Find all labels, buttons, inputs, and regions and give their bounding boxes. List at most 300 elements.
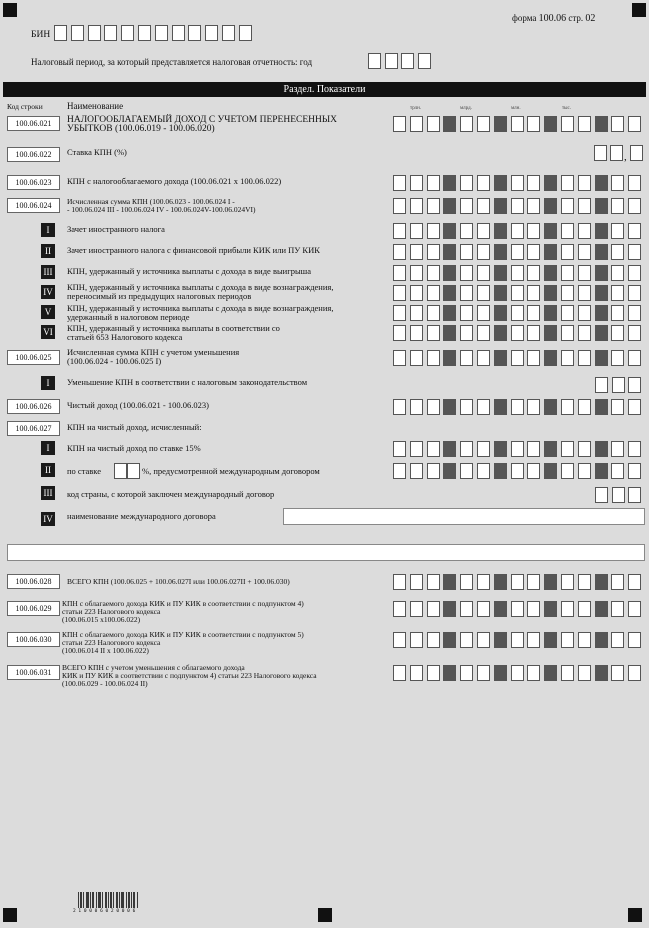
amount-digit-cell[interactable]: [561, 116, 574, 132]
amount-digit-cell[interactable]: [393, 305, 406, 321]
amount-digit-cell[interactable]: [611, 198, 624, 214]
amount-digit-cell[interactable]: [611, 244, 624, 260]
amount-digit-cell[interactable]: [427, 223, 440, 239]
bin-digit-cell[interactable]: [239, 25, 252, 41]
page-label: стр.: [568, 13, 584, 23]
amount-digit-cell[interactable]: [393, 265, 406, 281]
decimal-comma: ,: [624, 151, 627, 163]
code-digit-cell[interactable]: [628, 487, 641, 503]
amount-digit-cell[interactable]: [477, 632, 490, 648]
amount-digit-cell[interactable]: [427, 265, 440, 281]
amount-digit-cell[interactable]: [427, 244, 440, 260]
amount-digit-cell[interactable]: [527, 198, 540, 214]
bin-digit-cell[interactable]: [188, 25, 201, 41]
code-digit-cell[interactable]: [628, 377, 641, 393]
amount-digit-cell[interactable]: [561, 223, 574, 239]
amount-digit-cell[interactable]: [561, 350, 574, 366]
amount-digit-cell[interactable]: [460, 244, 473, 260]
amount-digit-cell[interactable]: [578, 305, 591, 321]
amount-digit-cell[interactable]: [410, 441, 423, 457]
amount-digit-cell[interactable]: [393, 441, 406, 457]
amount-digit-cell[interactable]: [561, 441, 574, 457]
amount-digit-cell[interactable]: [578, 285, 591, 301]
amount-digit-cell[interactable]: [544, 265, 557, 281]
amount-digit-cell[interactable]: [544, 325, 557, 341]
rate-digit-cell[interactable]: [610, 145, 623, 161]
amount-digit-cell[interactable]: [595, 223, 608, 239]
amount-digit-cell[interactable]: [410, 632, 423, 648]
amount-digit-cell[interactable]: [595, 325, 608, 341]
amount-digit-cell[interactable]: [427, 285, 440, 301]
bin-digit-cell[interactable]: [205, 25, 218, 41]
amount-digit-cell[interactable]: [427, 665, 440, 681]
amount-digit-cell[interactable]: [628, 463, 641, 479]
bin-digit-cell[interactable]: [104, 25, 117, 41]
amount-digit-cell[interactable]: [460, 632, 473, 648]
amount-digit-cell[interactable]: [544, 116, 557, 132]
amount-digit-cell[interactable]: [393, 285, 406, 301]
amount-digit-cell[interactable]: [443, 601, 456, 617]
amount-digit-cell[interactable]: [611, 175, 624, 191]
treaty-rate-digit-cell[interactable]: [114, 463, 127, 479]
amount-digit-cell[interactable]: [611, 285, 624, 301]
amount-digit-cell[interactable]: [494, 198, 507, 214]
amount-digit-cell[interactable]: [527, 350, 540, 366]
amount-digit-cell[interactable]: [410, 463, 423, 479]
amount-digit-cell[interactable]: [460, 265, 473, 281]
amount-digit-cell[interactable]: [511, 198, 524, 214]
amount-digit-cell[interactable]: [460, 116, 473, 132]
bin-digit-cell[interactable]: [88, 25, 101, 41]
amount-digit-cell[interactable]: [460, 463, 473, 479]
amount-digit-cell[interactable]: [460, 175, 473, 191]
amount-digit-cell[interactable]: [410, 116, 423, 132]
treaty-name-field[interactable]: [283, 508, 645, 525]
year-digit-cell[interactable]: [368, 53, 381, 69]
amount-digit-cell[interactable]: [511, 632, 524, 648]
amount-digit-cell[interactable]: [544, 601, 557, 617]
amount-digit-cell[interactable]: [427, 399, 440, 415]
amount-digit-cell[interactable]: [611, 265, 624, 281]
amount-digit-cell[interactable]: [443, 223, 456, 239]
amount-digit-cell[interactable]: [494, 399, 507, 415]
amount-digit-cell[interactable]: [443, 305, 456, 321]
amount-digit-cell[interactable]: [511, 325, 524, 341]
amount-digit-cell[interactable]: [628, 632, 641, 648]
roman-numeral-badge: I: [41, 376, 55, 390]
amount-digit-cell[interactable]: [494, 601, 507, 617]
amount-digit-cell[interactable]: [477, 223, 490, 239]
amount-digit-cell[interactable]: [527, 574, 540, 590]
amount-digit-cell[interactable]: [511, 175, 524, 191]
amount-digit-cell[interactable]: [477, 601, 490, 617]
amount-digit-cell[interactable]: [511, 350, 524, 366]
amount-digit-cell[interactable]: [410, 175, 423, 191]
amount-digit-cell[interactable]: [595, 175, 608, 191]
unit-billion: млрд.: [460, 106, 472, 111]
year-digit-cell[interactable]: [401, 53, 414, 69]
bin-digit-cell[interactable]: [222, 25, 235, 41]
amount-digit-cell[interactable]: [561, 265, 574, 281]
amount-digit-cell[interactable]: [611, 305, 624, 321]
amount-digit-cell[interactable]: [443, 325, 456, 341]
code-digit-cell[interactable]: [595, 487, 608, 503]
roman-numeral-badge: IV: [41, 285, 55, 299]
row-label: наименование международного договора: [67, 511, 216, 521]
amount-digit-cell[interactable]: [477, 265, 490, 281]
amount-digit-cell[interactable]: [477, 305, 490, 321]
amount-digit-cell[interactable]: [443, 463, 456, 479]
amount-digit-cell[interactable]: [477, 285, 490, 301]
amount-digit-cell[interactable]: [578, 601, 591, 617]
amount-digit-cell[interactable]: [443, 574, 456, 590]
code-digit-cell[interactable]: [595, 377, 608, 393]
amount-digit-cell[interactable]: [443, 116, 456, 132]
amount-digit-cell[interactable]: [595, 399, 608, 415]
amount-digit-cell[interactable]: [561, 463, 574, 479]
amount-digit-cell[interactable]: [477, 325, 490, 341]
row-label: КПН, удержанный у источника выплаты с дохода в виде вознаграждения, переносимый из предыдущих налоговых периодов: [67, 282, 334, 301]
amount-digit-cell[interactable]: [393, 350, 406, 366]
amount-digit-cell[interactable]: [628, 116, 641, 132]
amount-digit-cell[interactable]: [494, 244, 507, 260]
amount-digit-cell[interactable]: [393, 244, 406, 260]
amount-digit-cell[interactable]: [460, 198, 473, 214]
amount-digit-cell[interactable]: [477, 116, 490, 132]
amount-digit-cell[interactable]: [527, 244, 540, 260]
code-digit-cell[interactable]: [612, 487, 625, 503]
rate-digit-cell[interactable]: [630, 145, 643, 161]
amount-digit-cell[interactable]: [628, 175, 641, 191]
amount-digit-cell[interactable]: [410, 285, 423, 301]
bin-digit-cell[interactable]: [172, 25, 185, 41]
amount-digit-cell[interactable]: [511, 665, 524, 681]
amount-digit-cell[interactable]: [511, 244, 524, 260]
amount-digit-cell[interactable]: [443, 399, 456, 415]
amount-digit-cell[interactable]: [511, 223, 524, 239]
amount-digit-cell[interactable]: [527, 175, 540, 191]
amount-digit-cell[interactable]: [611, 441, 624, 457]
amount-digit-cell[interactable]: [611, 350, 624, 366]
amount-digit-cell[interactable]: [611, 601, 624, 617]
amount-digit-cell[interactable]: [544, 244, 557, 260]
amount-digit-cell[interactable]: [527, 463, 540, 479]
code-column-header: Код строки: [7, 102, 43, 111]
amount-digit-cell[interactable]: [595, 285, 608, 301]
amount-digit-cell[interactable]: [544, 632, 557, 648]
amount-digit-cell[interactable]: [595, 305, 608, 321]
amount-digit-cell[interactable]: [595, 198, 608, 214]
amount-digit-cell[interactable]: [460, 665, 473, 681]
amount-digit-cell[interactable]: [527, 441, 540, 457]
amount-digit-cell[interactable]: [578, 198, 591, 214]
amount-digit-cell[interactable]: [511, 305, 524, 321]
amount-digit-cell[interactable]: [544, 285, 557, 301]
amount-digit-cell[interactable]: [511, 441, 524, 457]
amount-digit-cell[interactable]: [477, 175, 490, 191]
amount-digit-cell[interactable]: [477, 441, 490, 457]
amount-digit-cell[interactable]: [477, 574, 490, 590]
amount-digit-cell[interactable]: [494, 463, 507, 479]
amount-digit-cell[interactable]: [494, 350, 507, 366]
amount-digit-cell[interactable]: [511, 399, 524, 415]
amount-digit-cell[interactable]: [578, 116, 591, 132]
amount-digit-cell[interactable]: [494, 441, 507, 457]
amount-digit-cell[interactable]: [628, 574, 641, 590]
amount-digit-cell[interactable]: [561, 399, 574, 415]
amount-digit-cell[interactable]: [477, 350, 490, 366]
amount-digit-cell[interactable]: [628, 198, 641, 214]
amount-digit-cell[interactable]: [393, 198, 406, 214]
amount-digit-cell[interactable]: [494, 325, 507, 341]
amount-digit-cell[interactable]: [595, 350, 608, 366]
amount-digit-cell[interactable]: [595, 265, 608, 281]
amount-digit-cell[interactable]: [460, 305, 473, 321]
amount-digit-cell[interactable]: [628, 399, 641, 415]
amount-digit-cell[interactable]: [393, 325, 406, 341]
amount-digit-cell[interactable]: [460, 574, 473, 590]
row-label: Ставка КПН (%): [67, 147, 127, 157]
amount-digit-cell[interactable]: [427, 601, 440, 617]
amount-digit-cell[interactable]: [427, 350, 440, 366]
amount-digit-cell[interactable]: [443, 285, 456, 301]
amount-digit-cell[interactable]: [595, 632, 608, 648]
amount-digit-cell[interactable]: [544, 223, 557, 239]
amount-digit-cell[interactable]: [393, 463, 406, 479]
amount-digit-cell[interactable]: [595, 116, 608, 132]
amount-digit-cell[interactable]: [628, 665, 641, 681]
amount-digit-cell[interactable]: [544, 198, 557, 214]
amount-digit-cell[interactable]: [595, 601, 608, 617]
amount-digit-cell[interactable]: [460, 325, 473, 341]
amount-digit-cell[interactable]: [544, 574, 557, 590]
amount-digit-cell[interactable]: [628, 265, 641, 281]
code-digit-cell[interactable]: [612, 377, 625, 393]
amount-digit-cell[interactable]: [527, 325, 540, 341]
amount-digit-cell[interactable]: [410, 223, 423, 239]
amount-digit-cell[interactable]: [527, 601, 540, 617]
amount-digit-cell[interactable]: [578, 175, 591, 191]
amount-digit-cell[interactable]: [410, 601, 423, 617]
amount-digit-cell[interactable]: [427, 116, 440, 132]
amount-digit-cell[interactable]: [611, 223, 624, 239]
amount-digit-cell[interactable]: [393, 601, 406, 617]
amount-digit-cell[interactable]: [410, 574, 423, 590]
amount-digit-cell[interactable]: [628, 325, 641, 341]
amount-digit-cell[interactable]: [578, 574, 591, 590]
bin-digit-cell[interactable]: [155, 25, 168, 41]
amount-digit-cell[interactable]: [477, 244, 490, 260]
year-digit-cell[interactable]: [418, 53, 431, 69]
amount-digit-cell[interactable]: [494, 223, 507, 239]
amount-digit-cell[interactable]: [595, 665, 608, 681]
amount-digit-cell[interactable]: [544, 175, 557, 191]
amount-digit-cell[interactable]: [427, 198, 440, 214]
amount-digit-cell[interactable]: [410, 198, 423, 214]
amount-digit-cell[interactable]: [393, 574, 406, 590]
amount-digit-cell[interactable]: [561, 665, 574, 681]
amount-digit-cell[interactable]: [544, 463, 557, 479]
amount-digit-cell[interactable]: [561, 175, 574, 191]
treaty-rate-digit-cell[interactable]: [127, 463, 140, 479]
amount-digit-cell[interactable]: [595, 463, 608, 479]
amount-digit-cell[interactable]: [410, 350, 423, 366]
amount-digit-cell[interactable]: [578, 350, 591, 366]
row-code: 100.06.031: [7, 665, 60, 680]
amount-digit-cell[interactable]: [443, 632, 456, 648]
amount-digit-cell[interactable]: [494, 305, 507, 321]
amount-digit-cell[interactable]: [628, 350, 641, 366]
amount-digit-cell[interactable]: [460, 441, 473, 457]
amount-digit-cell[interactable]: [527, 305, 540, 321]
amount-digit-cell[interactable]: [561, 601, 574, 617]
amount-digit-cell[interactable]: [544, 350, 557, 366]
amount-digit-cell[interactable]: [578, 325, 591, 341]
amount-digit-cell[interactable]: [611, 116, 624, 132]
amount-digit-cell[interactable]: [527, 223, 540, 239]
amount-digit-cell[interactable]: [477, 198, 490, 214]
amount-digit-cell[interactable]: [595, 574, 608, 590]
amount-digit-cell[interactable]: [578, 223, 591, 239]
amount-digit-cell[interactable]: [511, 265, 524, 281]
amount-digit-cell[interactable]: [611, 463, 624, 479]
amount-digit-cell[interactable]: [443, 350, 456, 366]
amount-digit-cell[interactable]: [527, 399, 540, 415]
amount-digit-cell[interactable]: [628, 285, 641, 301]
amount-digit-cell[interactable]: [511, 574, 524, 590]
amount-digit-cell[interactable]: [460, 285, 473, 301]
amount-digit-cell[interactable]: [628, 305, 641, 321]
amount-digit-cell[interactable]: [578, 632, 591, 648]
amount-digit-cell[interactable]: [511, 463, 524, 479]
amount-digit-cell[interactable]: [427, 574, 440, 590]
amount-digit-cell[interactable]: [511, 116, 524, 132]
amount-digit-cell[interactable]: [410, 325, 423, 341]
amount-digit-cell[interactable]: [410, 265, 423, 281]
amount-digit-cell[interactable]: [511, 285, 524, 301]
corner-marker-top-left: [3, 3, 17, 17]
amount-digit-cell[interactable]: [477, 463, 490, 479]
amount-digit-cell[interactable]: [595, 441, 608, 457]
amount-digit-cell[interactable]: [410, 244, 423, 260]
amount-digit-cell[interactable]: [427, 175, 440, 191]
amount-digit-cell[interactable]: [611, 632, 624, 648]
amount-digit-cell[interactable]: [611, 574, 624, 590]
amount-digit-cell[interactable]: [544, 399, 557, 415]
amount-digit-cell[interactable]: [494, 574, 507, 590]
amount-digit-cell[interactable]: [443, 198, 456, 214]
amount-digit-cell[interactable]: [460, 399, 473, 415]
amount-digit-cell[interactable]: [443, 265, 456, 281]
amount-digit-cell[interactable]: [578, 441, 591, 457]
amount-digit-cell[interactable]: [578, 399, 591, 415]
bin-digit-cell[interactable]: [71, 25, 84, 41]
amount-digit-cell[interactable]: [443, 441, 456, 457]
amount-digit-cell[interactable]: [611, 325, 624, 341]
amount-digit-cell[interactable]: [578, 463, 591, 479]
amount-digit-cell[interactable]: [527, 285, 540, 301]
amount-digit-cell[interactable]: [410, 305, 423, 321]
bin-digit-cell[interactable]: [54, 25, 67, 41]
amount-digit-cell[interactable]: [527, 632, 540, 648]
amount-digit-cell[interactable]: [443, 244, 456, 260]
amount-digit-cell[interactable]: [578, 265, 591, 281]
amount-digit-cell[interactable]: [611, 665, 624, 681]
amount-digit-cell[interactable]: [527, 665, 540, 681]
amount-digit-cell[interactable]: [427, 463, 440, 479]
amount-digit-cell[interactable]: [561, 305, 574, 321]
amount-digit-cell[interactable]: [494, 665, 507, 681]
amount-digit-cell[interactable]: [578, 244, 591, 260]
amount-digit-cell[interactable]: [544, 665, 557, 681]
amount-digit-cell[interactable]: [494, 632, 507, 648]
amount-digit-cell[interactable]: [527, 265, 540, 281]
amount-digit-cell[interactable]: [443, 665, 456, 681]
row-code: 100.06.021: [7, 116, 60, 131]
amount-digit-cell[interactable]: [477, 399, 490, 415]
row-label: Уменьшение КПН в соответствии с налоговым законодательством: [67, 377, 308, 387]
amount-digit-cell[interactable]: [427, 305, 440, 321]
amount-digit-cell[interactable]: [494, 116, 507, 132]
row-code: 100.06.023: [7, 175, 60, 190]
amount-digit-cell[interactable]: [393, 632, 406, 648]
amount-digit-cell[interactable]: [393, 665, 406, 681]
amount-digit-cell[interactable]: [393, 116, 406, 132]
amount-digit-cell[interactable]: [393, 399, 406, 415]
amount-digit-cell[interactable]: [561, 285, 574, 301]
amount-digit-cell[interactable]: [628, 223, 641, 239]
row-code: 100.06.024: [7, 198, 60, 213]
year-digit-cell[interactable]: [385, 53, 398, 69]
amount-digit-cell[interactable]: [494, 285, 507, 301]
amount-digit-cell[interactable]: [611, 399, 624, 415]
amount-digit-cell[interactable]: [460, 223, 473, 239]
amount-digit-cell[interactable]: [544, 441, 557, 457]
bin-digit-cell[interactable]: [121, 25, 134, 41]
amount-digit-cell[interactable]: [561, 198, 574, 214]
amount-digit-cell[interactable]: [544, 305, 557, 321]
amount-digit-cell[interactable]: [477, 665, 490, 681]
amount-digit-cell[interactable]: [410, 665, 423, 681]
amount-digit-cell[interactable]: [561, 325, 574, 341]
amount-digit-cell[interactable]: [427, 441, 440, 457]
amount-digit-cell[interactable]: [494, 175, 507, 191]
amount-digit-cell[interactable]: [561, 244, 574, 260]
amount-digit-cell[interactable]: [427, 632, 440, 648]
amount-digit-cell[interactable]: [511, 601, 524, 617]
amount-digit-cell[interactable]: [494, 265, 507, 281]
amount-digit-cell[interactable]: [410, 399, 423, 415]
bin-digit-cell[interactable]: [138, 25, 151, 41]
amount-digit-cell[interactable]: [628, 244, 641, 260]
amount-digit-cell[interactable]: [628, 441, 641, 457]
amount-digit-cell[interactable]: [427, 325, 440, 341]
amount-digit-cell[interactable]: [595, 244, 608, 260]
amount-digit-cell[interactable]: [460, 350, 473, 366]
amount-digit-cell[interactable]: [393, 175, 406, 191]
amount-digit-cell[interactable]: [393, 223, 406, 239]
amount-digit-cell[interactable]: [561, 574, 574, 590]
row-label: КПН с облагаемого дохода КИК и ПУ КИК в соответствии с подпунктом 4) статьи 223 Налогового кодекса (100.06.015 х100.06.022): [62, 599, 304, 624]
amount-digit-cell[interactable]: [561, 632, 574, 648]
amount-digit-cell[interactable]: [628, 601, 641, 617]
amount-digit-cell[interactable]: [443, 175, 456, 191]
amount-digit-cell[interactable]: [460, 601, 473, 617]
rate-digit-cell[interactable]: [594, 145, 607, 161]
amount-digit-cell[interactable]: [527, 116, 540, 132]
amount-digit-cell[interactable]: [578, 665, 591, 681]
name-column-header: Наименование: [67, 101, 124, 111]
